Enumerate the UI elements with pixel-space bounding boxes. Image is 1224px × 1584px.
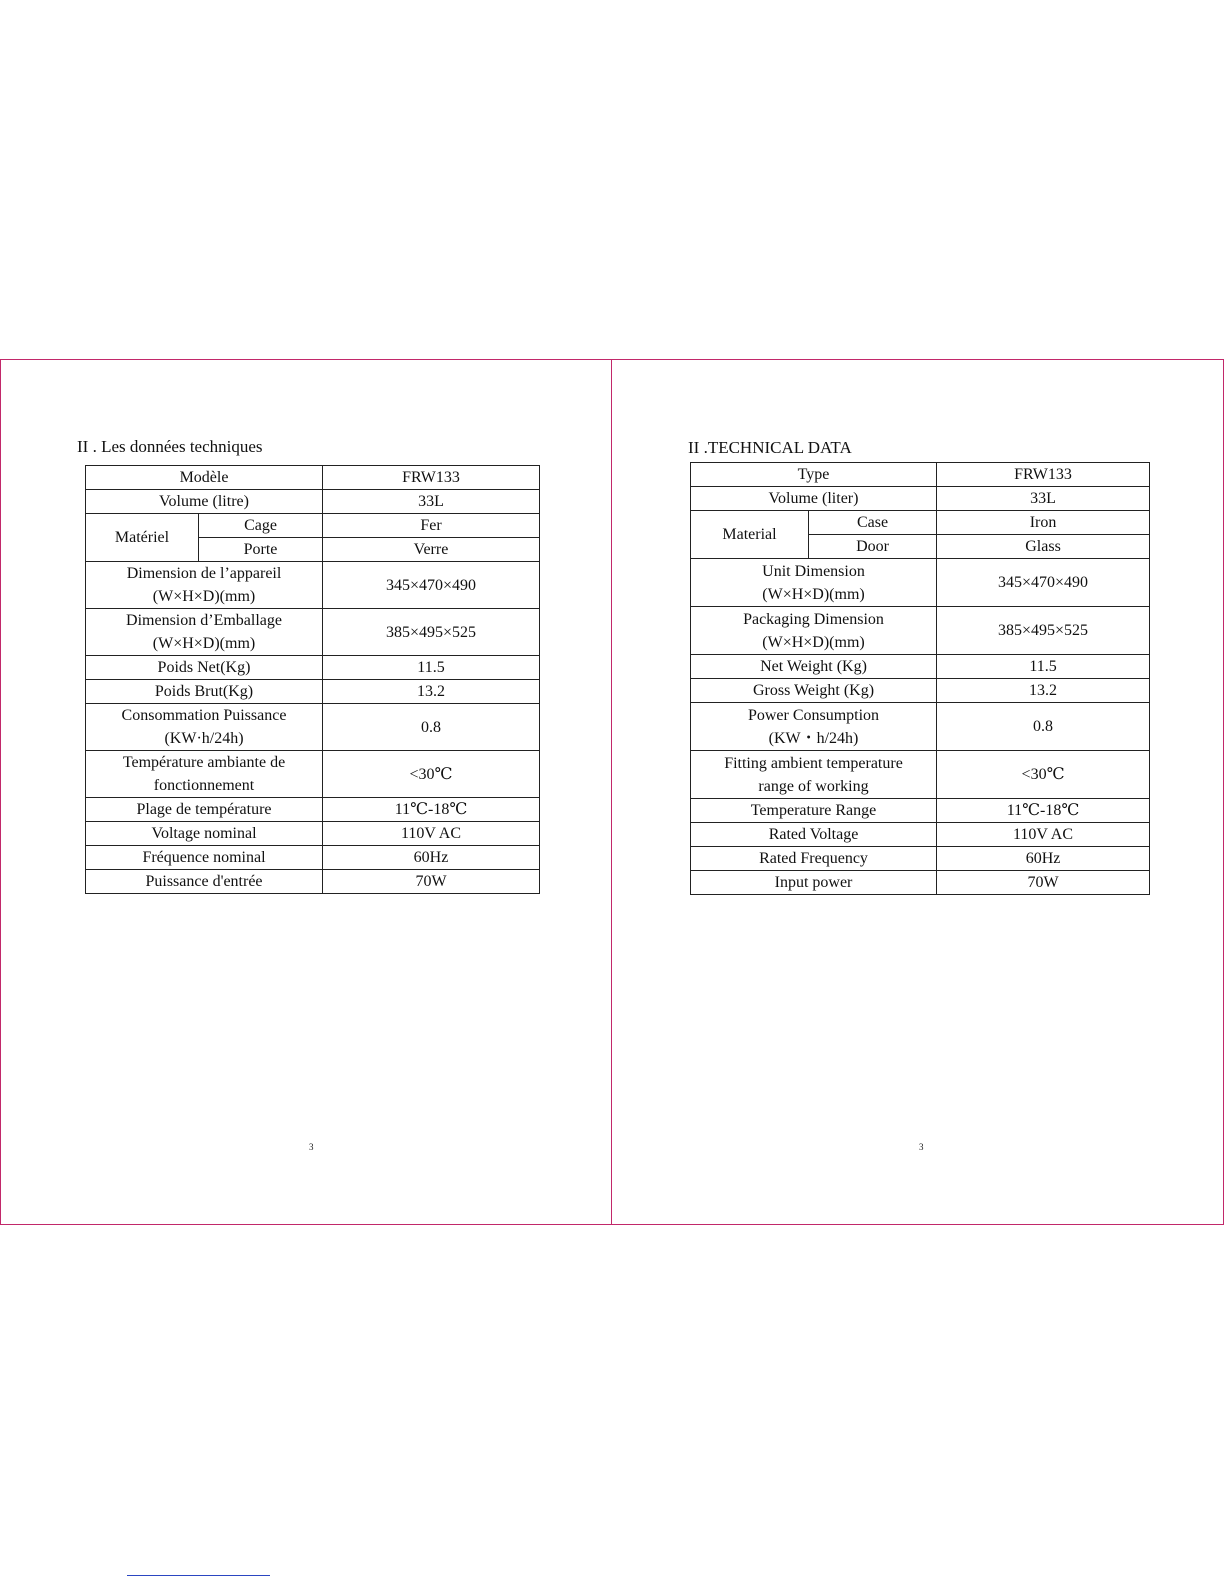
spec-label [691, 559, 937, 607]
spec-label-line: (KW·h/24h) [164, 730, 244, 747]
spec-value: 385×495×525 [937, 607, 1150, 655]
spec-label [86, 562, 323, 609]
spec-label: Matériel [86, 514, 199, 562]
table-row [86, 680, 540, 704]
spec-label-line: Dimension d’Emballage [126, 612, 282, 629]
spec-sublabel: Door [809, 535, 937, 559]
spec-value: 70W [937, 871, 1150, 895]
table-row [691, 703, 1150, 751]
spec-label: Modèle [86, 466, 323, 490]
spec-value: 13.2 [323, 680, 540, 704]
spec-value: 11℃-18℃ [323, 798, 540, 822]
table-row [691, 559, 1150, 607]
spec-value: 60Hz [937, 847, 1150, 871]
table-row [691, 679, 1150, 703]
table-row [691, 823, 1150, 847]
section-heading: II .TECHNICAL DATA [688, 438, 852, 457]
spec-value: <30℃ [323, 751, 540, 798]
table-row [86, 846, 540, 870]
table-row [691, 511, 1150, 535]
page-number: 3 [309, 1142, 314, 1152]
spec-label: Rated Frequency [691, 847, 937, 871]
table-row [86, 466, 540, 490]
table-row [691, 871, 1150, 895]
spec-sublabel: Cage [199, 514, 323, 538]
table-row [691, 751, 1150, 799]
spec-value: 385×495×525 [323, 609, 540, 656]
page-left [0, 360, 612, 1224]
spec-label-line: fonctionnement [153, 777, 255, 794]
spec-value: 70W [323, 870, 540, 894]
section-heading: II . Les données techniques [77, 437, 263, 456]
spec-value: FRW133 [323, 466, 540, 490]
spec-label: Type [691, 463, 937, 487]
spec-label-line: (W×H×D)(mm) [152, 588, 256, 605]
table-row [86, 870, 540, 894]
spec-label-line: range of working [758, 777, 869, 795]
table-row [691, 463, 1150, 487]
spec-value: Fer [323, 514, 540, 538]
spec-value: Iron [937, 511, 1150, 535]
spec-value: 11.5 [937, 655, 1150, 679]
spec-label-line: (W×H×D)(mm) [762, 585, 865, 603]
spec-label [691, 751, 937, 799]
spec-value: 110V AC [937, 823, 1150, 847]
table-row [691, 847, 1150, 871]
spec-label: Plage de température [86, 798, 323, 822]
link-underline[interactable] [127, 1575, 270, 1576]
table-row [86, 609, 540, 656]
document-spread [0, 359, 1224, 1225]
technical-data-table [85, 465, 540, 894]
spec-label: Poids Brut(Kg) [86, 680, 323, 704]
table-row [691, 799, 1150, 823]
spec-label: Voltage nominal [86, 822, 323, 846]
spec-label: Net Weight (Kg) [691, 655, 937, 679]
spec-label-line: Température ambiante de [122, 754, 286, 771]
spec-value: 11.5 [323, 656, 540, 680]
spec-value: 60Hz [323, 846, 540, 870]
spec-label-line: Dimension de l’appareil [126, 565, 282, 582]
spec-value: 110V AC [323, 822, 540, 846]
page-right [612, 360, 1224, 1224]
page-number: 3 [919, 1142, 924, 1152]
spec-label: Volume (liter) [691, 487, 937, 511]
spec-label: Poids Net(Kg) [86, 656, 323, 680]
table-row [691, 487, 1150, 511]
spec-label: Rated Voltage [691, 823, 937, 847]
table-row [86, 656, 540, 680]
spec-value: Glass [937, 535, 1150, 559]
spec-label: Volume (litre) [86, 490, 323, 514]
table-row [86, 822, 540, 846]
spec-label-line: Power Consumption [747, 706, 880, 724]
spec-label [691, 703, 937, 751]
spec-sublabel: Porte [199, 538, 323, 562]
spec-label: Puissance d'entrée [86, 870, 323, 894]
table-row [86, 514, 540, 538]
spec-label-line: Unit Dimension [762, 562, 865, 580]
spec-label-line: Fitting ambient temperature [724, 754, 903, 772]
spec-label: Gross Weight (Kg) [691, 679, 937, 703]
spec-sublabel: Case [809, 511, 937, 535]
spec-label: Material [691, 511, 809, 559]
spec-label: Fréquence nominal [86, 846, 323, 870]
spec-value: 0.8 [937, 703, 1150, 751]
table-row [691, 607, 1150, 655]
spec-label [86, 704, 323, 751]
spec-label-line: (W×H×D)(mm) [152, 635, 256, 652]
spec-value: 345×470×490 [323, 562, 540, 609]
spec-label: Temperature Range [691, 799, 937, 823]
spec-label-line: (KW・h/24h) [768, 729, 859, 747]
spec-label [86, 751, 323, 798]
spec-label [691, 607, 937, 655]
spec-value: 0.8 [323, 704, 540, 751]
spec-label [86, 609, 323, 656]
technical-data-table [690, 462, 1150, 895]
spec-label-line: Packaging Dimension [743, 610, 884, 628]
table-row [86, 798, 540, 822]
table-row [86, 751, 540, 798]
spec-value: Verre [323, 538, 540, 562]
spec-value: 345×470×490 [937, 559, 1150, 607]
spec-value: 11℃-18℃ [937, 799, 1150, 823]
table-row [691, 655, 1150, 679]
spec-value: 33L [323, 490, 540, 514]
table-row [86, 704, 540, 751]
table-row [86, 490, 540, 514]
spec-value: <30℃ [937, 751, 1150, 799]
spec-label-line: Consommation Puissance [121, 707, 287, 724]
spec-value: FRW133 [937, 463, 1150, 487]
spec-label-line: (W×H×D)(mm) [762, 633, 865, 651]
table-row [86, 562, 540, 609]
spec-value: 13.2 [937, 679, 1150, 703]
spec-value: 33L [937, 487, 1150, 511]
spec-label: Input power [691, 871, 937, 895]
